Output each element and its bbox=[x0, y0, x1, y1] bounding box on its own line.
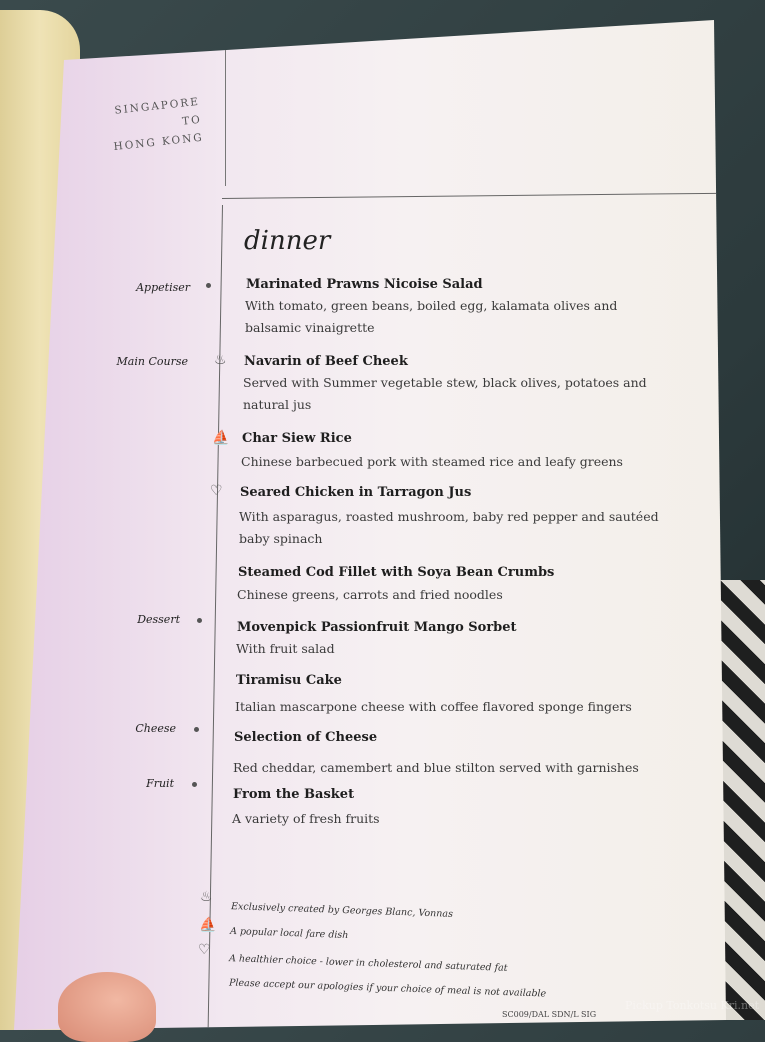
timeline-dot bbox=[197, 618, 202, 623]
dish-name: Seared Chicken in Tarragon Jus bbox=[240, 485, 472, 500]
route-line-1: SINGAPORE TO bbox=[113, 95, 203, 128]
chef-hat-icon: ♨ bbox=[200, 889, 213, 905]
divider-line bbox=[222, 193, 718, 199]
category-cheese: Cheese bbox=[135, 722, 176, 735]
legend-chef: Exclusively created by Georges Blanc, Vonnas bbox=[230, 901, 454, 920]
route-line-2: HONG KONG bbox=[113, 131, 205, 153]
footer-code: SC009/DAL SDN/L SIG bbox=[502, 1010, 597, 1019]
dish-name: Selection of Cheese bbox=[234, 730, 378, 745]
local-dish-icon: ⛵ bbox=[199, 917, 217, 933]
dish-description: A variety of fresh fruits bbox=[232, 811, 380, 826]
dish-description: With fruit salad bbox=[236, 641, 335, 656]
watermark: Pickup Tonkotsu Kri.net bbox=[625, 999, 759, 1012]
dish-description: Red cheddar, camembert and blue stilton served with garnishes bbox=[233, 760, 639, 775]
divider-line bbox=[225, 50, 226, 186]
legend-apology: Please accept our apologies if your choice of meal is not available bbox=[228, 977, 547, 1000]
dish-description: Chinese barbecued pork with steamed rice and leafy greens bbox=[241, 454, 623, 469]
finger bbox=[58, 972, 156, 1042]
timeline-dot bbox=[206, 283, 211, 288]
category-dessert: Dessert bbox=[137, 613, 180, 626]
local-dish-icon: ⛵ bbox=[212, 430, 230, 446]
heart-icon: ♡ bbox=[210, 483, 223, 499]
dish-name: From the Basket bbox=[233, 787, 355, 802]
dish-description: With asparagus, roasted mushroom, baby red pepper and sautéed baby spinach bbox=[239, 509, 659, 546]
route-header bbox=[97, 93, 204, 157]
heart-icon: ♡ bbox=[198, 942, 211, 958]
category-fruit: Fruit bbox=[146, 777, 174, 790]
dish-name: Navarin of Beef Cheek bbox=[244, 354, 408, 369]
dish-description: Italian mascarpone cheese with coffee flavored sponge fingers bbox=[235, 699, 632, 714]
dish-description: With tomato, green beans, boiled egg, kalamata olives and balsamic vinaigrette bbox=[245, 298, 618, 335]
timeline-dot bbox=[194, 727, 199, 732]
dish-name: Char Siew Rice bbox=[242, 431, 352, 446]
legend-healthy: A healthier choice - lower in cholesterol and saturated fat bbox=[228, 953, 508, 974]
category-appetiser: Appetiser bbox=[136, 281, 190, 294]
legend-local: A popular local fare dish bbox=[229, 925, 349, 942]
timeline-dot bbox=[192, 782, 197, 787]
timeline-line bbox=[207, 205, 223, 1040]
dish-description: Served with Summer vegetable stew, black olives, potatoes and natural jus bbox=[243, 375, 647, 412]
dish-name: Tiramisu Cake bbox=[236, 673, 342, 688]
dish-name: Movenpick Passionfruit Mango Sorbet bbox=[237, 620, 517, 635]
chef-hat-icon: ♨ bbox=[214, 352, 227, 368]
menu-title: dinner bbox=[244, 226, 331, 256]
dish-name: Marinated Prawns Nicoise Salad bbox=[246, 277, 483, 292]
category-main-course: Main Course bbox=[116, 355, 188, 368]
dish-name: Steamed Cod Fillet with Soya Bean Crumbs bbox=[238, 565, 555, 580]
dish-description: Chinese greens, carrots and fried noodles bbox=[237, 587, 503, 602]
